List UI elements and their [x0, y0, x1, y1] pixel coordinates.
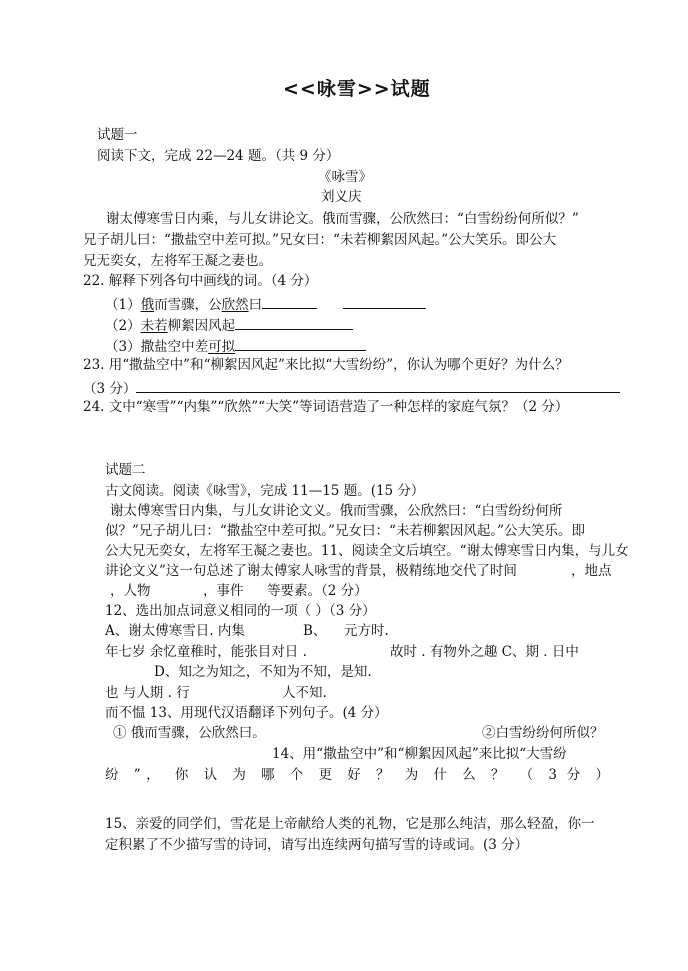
q11-event: ，事件 — [203, 583, 244, 599]
q12-option-d: D、知之为知之，不知为不知，是知. — [154, 664, 372, 680]
question-14-cont: 纷 ”， 你 认 为 哪 个 更 好 ？ 为 什 么 ？ （ 3 分 ） — [105, 767, 609, 783]
poem-author: 刘义庆 — [321, 189, 362, 205]
q22-item-3 — [105, 337, 366, 356]
question-12: 12、选出加点词意义相同的一项（ ）（3 分） — [105, 603, 376, 619]
answer-blank[interactable] — [136, 379, 620, 393]
q12-line-4b: 人不知. — [282, 685, 327, 701]
item-text: 撒盐空中差 — [140, 339, 209, 355]
q22-item-num: （2） — [105, 318, 141, 334]
q11-people: ，人物 — [110, 583, 151, 599]
question-15-cont: 定积累了不少描写雪的诗词，请写出连续两句描写雪的诗或词。(3 分） — [105, 837, 529, 853]
passage-line-1: 谢太傅寒雪日内乘，与儿女讲论文。俄而雪骤，公欣然曰：“白雪纷纷何所似？” — [106, 211, 579, 227]
part1-heading: 试题一 — [97, 127, 138, 143]
poem-title: 《咏雪》 — [318, 169, 372, 185]
answer-blank[interactable] — [262, 295, 317, 309]
underlined-word: 可拟 — [208, 339, 236, 355]
part2-passage-2: 似？”兄子胡儿曰：“撒盐空中差可拟。”兄女曰：“未若柳絮因风起。”公大笑乐。即 — [105, 523, 586, 539]
q12-option-c: 故时 . 有物外之趣 C、期 . 日中 — [390, 644, 579, 660]
question-23: 23. 用“撒盐空中”和“柳絮因风起”来比拟“大雪纷纷”，你认为哪个更好？为什么？ — [83, 357, 569, 373]
q11-elements: 等要素。（2 分） — [267, 583, 368, 599]
answer-blank[interactable] — [343, 295, 426, 309]
points: （3 分） — [83, 381, 137, 397]
underlined-word: 俄 — [140, 297, 155, 313]
q12-option-b-text: 元方时. — [344, 623, 389, 639]
question-23-cont — [83, 379, 620, 398]
underlined-word: 未若 — [140, 318, 168, 334]
part2-passage-3: 公大兄无奕女，左将军王凝之妻也。11、阅读全文后填空。“谢太傅寒雪日内集，与儿女 — [105, 543, 629, 559]
page-title: <<咏雪>>试题 — [283, 78, 431, 100]
q22-item-1 — [105, 295, 426, 314]
answer-blank[interactable] — [235, 316, 353, 330]
passage-line-2: 兄子胡儿曰：“撒盐空中差可拟。”兄女曰：“未若柳絮因风起。”公大笑乐。即公大 — [83, 232, 557, 248]
q22-item-num: （1） — [105, 297, 141, 313]
part2-passage-1: 谢太傅寒雪日内集，与儿女讲论文义。俄而雪骤，公欣然曰：“白雪纷纷何所 — [110, 503, 563, 519]
part2-instruction: 古文阅读。阅读《咏雪》，完成 11—15 题。(15 分） — [105, 483, 425, 499]
answer-blank[interactable] — [235, 337, 366, 351]
q13-sentence-1: ① 俄而雪骤，公欣然曰。 — [113, 725, 266, 741]
question-14: 14、用“撒盐空中”和“柳絮因风起”来比拟“大雪纷 — [272, 746, 567, 762]
item-text: 曰 — [248, 297, 263, 313]
question-13: 而不愠 13、用现代汉语翻译下列句子。(4 分） — [105, 705, 388, 721]
q12-option-a: A、谢太傅寒雪日. 内集 — [105, 623, 245, 639]
q11-line-1: 讲论文义”这一句总述了谢太傅家人咏雪的背景，极精练地交代了时间 — [105, 563, 517, 579]
item-text: 柳絮因风起 — [167, 318, 236, 334]
underlined-word: 欣然 — [221, 297, 249, 313]
q12-line-4: 也 与人期 . 行 — [105, 685, 190, 701]
item-text: 而雪骤，公 — [154, 297, 222, 313]
q22-item-2 — [105, 316, 353, 335]
q13-sentence-2: ②白雪纷纷何所似？ — [482, 725, 604, 741]
q22-item-num: （3） — [105, 339, 141, 355]
q11-location: ，地点 — [571, 563, 612, 579]
part1-instruction: 阅读下文，完成 22—24 题。（共 9 分） — [97, 148, 340, 164]
q12-option-b: B、 — [303, 623, 327, 639]
part2-heading: 试题二 — [105, 462, 146, 478]
question-15: 15、亲爱的同学们，雪花是上帝献给人类的礼物，它是那么纯洁，那么轻盈，你一 — [105, 816, 595, 832]
question-24: 24. 文中“寒雪”“内集”“欣然”“大笑”等词语营造了一种怎样的家庭气氛？（2 分） — [83, 399, 569, 415]
passage-line-3: 兄无奕女，左将军王凝之妻也。 — [83, 253, 272, 269]
question-22: 22. 解释下列各句中画线的词。（4 分） — [83, 273, 318, 289]
q12-line-2: 年七岁 余忆童稚时，能张目对日 . — [105, 644, 307, 660]
